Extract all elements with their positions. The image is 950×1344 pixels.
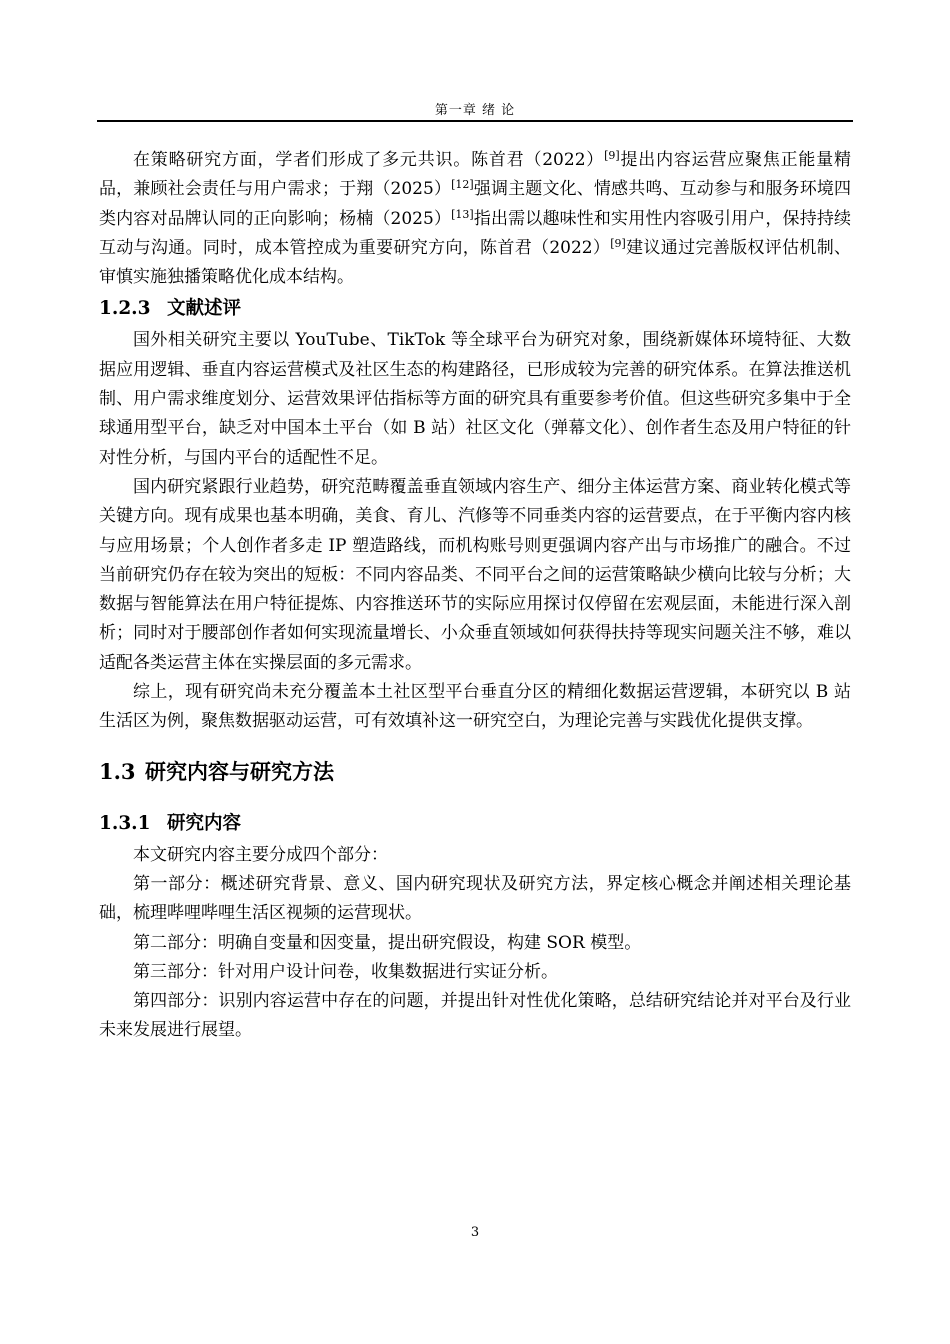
section-number: 1.3 xyxy=(99,758,136,784)
citation-marker: [12] xyxy=(451,178,474,192)
header-rule xyxy=(97,120,853,122)
citation-marker: [13] xyxy=(451,207,474,221)
content-paragraph-4: 第三部分：针对用户设计问卷，收集数据进行实证分析。 xyxy=(133,961,558,982)
content-paragraph-1: 本文研究内容主要分成四个部分： xyxy=(133,844,388,865)
review-paragraph-3: 综上，现有研究尚未充分覆盖本土社区型平台垂直分区的精细化数据运营逻辑，本研究以 B 站生活区为例，聚焦数据驱动运营，可有效填补这一研究空白，为理论完善与实践优化提供支撑。 xyxy=(99,682,851,732)
section-heading-1-3 xyxy=(99,757,851,787)
content-paragraph-5: 第四部分：识别内容运营中存在的问题，并提出针对性优化策略，总结研究结论并对平台及行业未来发展进行展望。 xyxy=(99,991,851,1041)
subsection-title: 文献述评 xyxy=(167,298,242,320)
running-header: 第一章 绪 论 xyxy=(434,103,516,118)
review-paragraph-2: 国内研究紧跟行业趋势，研究范畴覆盖垂直领域内容生产、细分主体运营方案、商业转化模式等关键方向。现有成果也基本明确，美食、育儿、汽修等不同垂类内容的运营要点，在于平衡内容内核与应用场景；个人创作者多走 IP 塑造路线，而机构账号则更强调内容产出与市场推广的融合。不过当前研究仍存在较为突出的短板：不同内容品类、不同平台之间的运营策略缺少横向比较与分析；大数据与智能算法在用户特征提炼、内容推送环节的实际应用探讨仅停留在宏观层面，未能进行深入剖析；同时对于腰部创作者如何实现流量增长、小众垂直领域如何获得扶持等现实问题关注不够，难以适配各类运营主体在实操层面的多元需求。 xyxy=(99,476,851,673)
content-paragraph-2: 第一部分：概述研究背景、意义、国内研究现状及研究方法，界定核心概念并阐述相关理论基础，梳理哔哩哔哩生活区视频的运营现状。 xyxy=(99,873,851,924)
content-paragraph-3: 第二部分：明确自变量和因变量，提出研究假设，构建 SOR 模型。 xyxy=(133,932,642,953)
intro-paragraph: 在策略研究方面，学者们形成了多元共识。陈首君（2022）[9]提出内容运营应聚焦正能量精品，兼顾社会责任与用户需求；于翔（2025）[12]强调主题文化、情感共鸣、互动参与和服务环境四类内容对品牌认同的正向影响；杨楠（2025）[13]指出需以趣味性和实用性内容吸引用户，保持持续互动与沟通。同时，成本管控成为重要研究方向，陈首君（2022）[9]建议通过完善版权评估机制、审慎实施独播策略优化成本结构。 xyxy=(99,149,852,288)
subsection-title: 研究内容 xyxy=(167,812,242,834)
citation-marker: [9] xyxy=(604,149,620,162)
subsection-heading-1-2-3 xyxy=(99,292,851,326)
subsection-number: 1.3.1 xyxy=(99,812,151,834)
review-paragraph-1: 国外相关研究主要以 YouTube、TikTok 等全球平台为研究对象，围绕新媒体环境特征、大数据应用逻辑、垂直内容运营模式及社区生态的构建路径，已形成较为完善的研究体系。在算法推送机制、用户需求维度划分、运营效果评估指标等方面的研究具有重要参考价值。但这些研究多集中于全球通用型平台，缺乏对中国本土平台（如 B 站）社区文化（弹幕文化）、创作者生态及用户特征的针对性分析，与国内平台的适配性不足。 xyxy=(99,330,851,468)
subsection-heading-1-3-1 xyxy=(99,807,851,841)
subsection-number: 1.2.3 xyxy=(99,298,151,320)
page-number: 3 xyxy=(470,1225,480,1240)
section-title: 研究内容与研究方法 xyxy=(145,758,334,784)
page-body xyxy=(99,146,851,1046)
citation-marker: [9] xyxy=(610,236,626,250)
